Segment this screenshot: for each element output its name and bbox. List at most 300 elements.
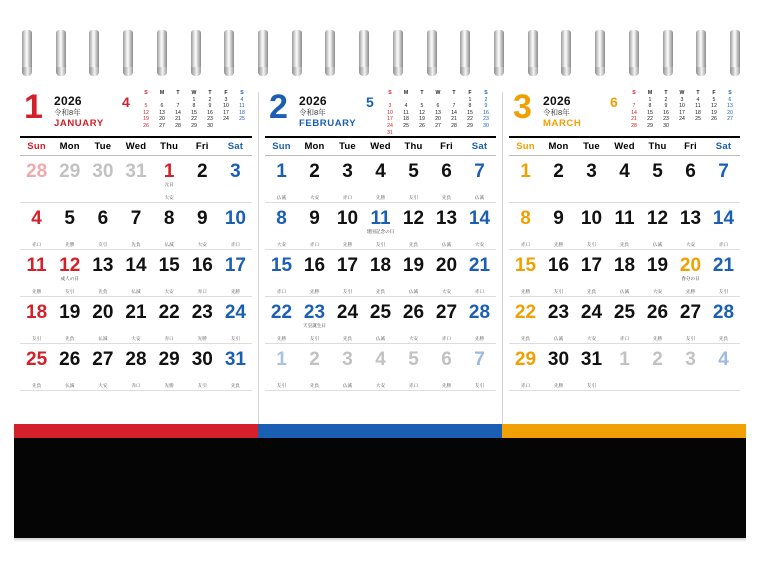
day-cell[interactable] bbox=[430, 203, 463, 250]
day-cell[interactable] bbox=[674, 344, 707, 391]
day-number: 31 bbox=[125, 161, 147, 182]
weekday-label: Sun bbox=[272, 141, 291, 152]
rokuyo-label: 先勝 bbox=[474, 335, 485, 341]
rokuyo-label: 先勝 bbox=[553, 241, 564, 247]
day-cell[interactable] bbox=[397, 156, 430, 203]
rokuyo-label: 友引 bbox=[309, 335, 320, 341]
day-grid bbox=[265, 156, 496, 391]
day-cell[interactable] bbox=[20, 297, 53, 344]
rokuyo-label: 友引 bbox=[230, 335, 241, 341]
day-cell[interactable] bbox=[364, 156, 397, 203]
day-cell[interactable] bbox=[86, 250, 119, 297]
mini-day: 8 bbox=[468, 103, 472, 110]
mini-day: 25 bbox=[239, 116, 245, 123]
rokuyo-label: 先勝 bbox=[31, 288, 42, 294]
mini-day bbox=[414, 97, 430, 104]
rokuyo-label: 先負 bbox=[309, 382, 320, 388]
mini-weekday: M bbox=[403, 90, 409, 96]
day-cell[interactable] bbox=[463, 297, 496, 344]
mini-day: 15 bbox=[191, 109, 197, 116]
day-cell[interactable] bbox=[186, 250, 219, 297]
spiral-coil bbox=[460, 30, 470, 76]
day-cell[interactable] bbox=[86, 203, 119, 250]
day-number: 5 bbox=[408, 161, 419, 182]
mini-day: 18 bbox=[239, 109, 245, 116]
holiday-label: 成人の日 bbox=[60, 276, 79, 281]
day-cell[interactable] bbox=[153, 344, 186, 391]
day-number: 11 bbox=[614, 208, 635, 229]
day-cell[interactable] bbox=[153, 250, 186, 297]
day-cell[interactable] bbox=[265, 344, 298, 391]
mini-day bbox=[138, 97, 154, 104]
day-number: 13 bbox=[92, 255, 114, 276]
weekday-label: Mon bbox=[548, 141, 569, 152]
day-cell[interactable] bbox=[119, 203, 152, 250]
mini-month-table bbox=[382, 90, 494, 136]
weekday-label: Thu bbox=[160, 141, 179, 152]
day-cell[interactable] bbox=[265, 250, 298, 297]
mini-day: 9 bbox=[208, 103, 212, 110]
weekday-label: Tue bbox=[339, 141, 356, 152]
day-number: 12 bbox=[646, 208, 669, 229]
rokuyo-label: 先負 bbox=[230, 382, 241, 388]
day-cell[interactable] bbox=[20, 203, 53, 250]
day-cell[interactable] bbox=[20, 156, 53, 203]
day-cell[interactable] bbox=[608, 250, 641, 297]
day-cell[interactable] bbox=[509, 297, 542, 344]
day-number: 5 bbox=[408, 349, 419, 370]
mini-day: 30 bbox=[207, 122, 213, 129]
mini-day bbox=[626, 97, 642, 104]
spiral-coil bbox=[359, 30, 369, 76]
day-cell[interactable] bbox=[331, 250, 364, 297]
rokuyo-label: 先負 bbox=[586, 288, 597, 294]
mini-weekday: T bbox=[452, 90, 456, 96]
mini-month-number: 5 bbox=[366, 94, 374, 110]
day-number: 4 bbox=[375, 349, 386, 370]
mini-day: 24 bbox=[387, 122, 393, 129]
day-cell[interactable] bbox=[707, 297, 740, 344]
mini-day bbox=[478, 130, 494, 137]
day-number: 13 bbox=[435, 208, 458, 229]
day-number: 3 bbox=[230, 161, 241, 182]
month-header bbox=[20, 88, 252, 136]
mini-weekday: S bbox=[484, 90, 488, 96]
day-cell[interactable] bbox=[219, 156, 252, 203]
day-cell[interactable] bbox=[707, 203, 740, 250]
day-cell[interactable] bbox=[542, 297, 575, 344]
day-cell[interactable] bbox=[463, 203, 496, 250]
rokuyo-label: 大安 bbox=[309, 194, 320, 200]
rokuyo-label: 仏滅 bbox=[375, 335, 386, 341]
day-number: 26 bbox=[59, 349, 81, 370]
day-cell[interactable] bbox=[575, 297, 608, 344]
day-cell[interactable] bbox=[707, 344, 740, 391]
day-cell[interactable] bbox=[509, 203, 542, 250]
day-cell[interactable] bbox=[265, 297, 298, 344]
day-number: 8 bbox=[276, 208, 287, 229]
mini-day: 17 bbox=[387, 116, 393, 123]
month-panel-january bbox=[14, 88, 258, 432]
day-cell[interactable] bbox=[298, 156, 331, 203]
weekday-label: Tue bbox=[94, 141, 112, 152]
day-cell[interactable] bbox=[674, 203, 707, 250]
day-cell[interactable] bbox=[542, 203, 575, 250]
mini-day: 21 bbox=[175, 116, 181, 123]
mini-day: 19 bbox=[711, 109, 717, 116]
day-number: 27 bbox=[92, 349, 114, 370]
day-number: 1 bbox=[276, 161, 287, 182]
rokuyo-label: 先負 bbox=[718, 335, 729, 341]
day-cell[interactable] bbox=[186, 156, 219, 203]
mini-day: 18 bbox=[403, 116, 409, 123]
day-number: 28 bbox=[125, 349, 147, 370]
day-cell[interactable] bbox=[86, 156, 119, 203]
day-cell[interactable] bbox=[509, 250, 542, 297]
day-number: 4 bbox=[31, 208, 42, 229]
mini-weekday: T bbox=[664, 90, 668, 96]
day-cell[interactable] bbox=[608, 297, 641, 344]
rokuyo-label: 大安 bbox=[685, 241, 696, 247]
rokuyo-label: 大安 bbox=[652, 288, 663, 294]
day-cell[interactable] bbox=[331, 297, 364, 344]
day-cell[interactable] bbox=[641, 203, 674, 250]
day-cell[interactable] bbox=[463, 156, 496, 203]
day-cell[interactable] bbox=[364, 297, 397, 344]
mini-day: 26 bbox=[711, 116, 717, 123]
spiral-coil bbox=[730, 30, 740, 76]
day-grid bbox=[20, 156, 252, 391]
day-cell[interactable] bbox=[575, 203, 608, 250]
mini-day: 6 bbox=[436, 103, 440, 110]
day-number: 5 bbox=[64, 208, 75, 229]
day-cell[interactable] bbox=[298, 203, 331, 250]
day-number: 6 bbox=[97, 208, 109, 229]
weekday-label: Tue bbox=[583, 141, 600, 152]
rokuyo-label: 大安 bbox=[441, 288, 452, 294]
day-cell[interactable] bbox=[641, 297, 674, 344]
day-cell[interactable] bbox=[53, 344, 86, 391]
day-cell[interactable] bbox=[53, 297, 86, 344]
mini-day: 2 bbox=[208, 96, 212, 103]
mini-weekday: W bbox=[191, 90, 197, 96]
day-cell[interactable] bbox=[53, 250, 86, 297]
rokuyo-label: 友引 bbox=[98, 241, 108, 247]
day-cell[interactable] bbox=[153, 297, 186, 344]
rokuyo-label: 先負 bbox=[98, 288, 108, 294]
day-cell[interactable] bbox=[542, 156, 575, 203]
day-number: 20 bbox=[435, 255, 458, 276]
rokuyo-label: 先勝 bbox=[164, 382, 174, 388]
day-cell[interactable] bbox=[331, 156, 364, 203]
mini-day: 16 bbox=[207, 109, 213, 116]
day-cell[interactable] bbox=[542, 250, 575, 297]
day-number: 3 bbox=[342, 161, 353, 182]
day-number: 11 bbox=[370, 208, 391, 229]
day-number: 16 bbox=[191, 255, 213, 276]
day-cell[interactable] bbox=[364, 203, 397, 250]
mini-day bbox=[170, 97, 186, 104]
day-cell[interactable] bbox=[119, 344, 152, 391]
mini-day bbox=[154, 97, 170, 104]
day-cell[interactable] bbox=[219, 250, 252, 297]
day-cell[interactable] bbox=[86, 297, 119, 344]
day-cell[interactable] bbox=[397, 250, 430, 297]
spiral-coil bbox=[561, 30, 571, 76]
day-cell[interactable] bbox=[707, 156, 740, 203]
day-cell[interactable] bbox=[186, 297, 219, 344]
month-panel-february bbox=[258, 88, 502, 432]
mini-day: 3 bbox=[224, 96, 228, 103]
day-cell[interactable] bbox=[86, 344, 119, 391]
day-number: 28 bbox=[26, 161, 48, 182]
day-cell[interactable] bbox=[463, 250, 496, 297]
weekday-label: Sat bbox=[227, 141, 244, 152]
day-cell[interactable] bbox=[641, 250, 674, 297]
day-cell[interactable] bbox=[364, 250, 397, 297]
mini-day: 6 bbox=[728, 96, 732, 103]
mini-day bbox=[446, 130, 462, 137]
spiral-binding bbox=[14, 30, 746, 78]
rokuyo-label: 赤口 bbox=[408, 382, 419, 388]
mini-day: 16 bbox=[663, 109, 669, 116]
day-number: 9 bbox=[196, 208, 208, 229]
mini-day: 20 bbox=[435, 116, 441, 123]
rokuyo-label: 赤口 bbox=[520, 241, 531, 247]
day-cell[interactable] bbox=[430, 344, 463, 391]
day-cell[interactable] bbox=[186, 344, 219, 391]
day-number: 26 bbox=[402, 302, 425, 323]
day-number: 31 bbox=[224, 349, 246, 370]
mini-day: 28 bbox=[175, 122, 181, 129]
day-number: 1 bbox=[163, 161, 175, 182]
mini-day bbox=[430, 97, 446, 104]
day-cell[interactable] bbox=[463, 344, 496, 391]
rokuyo-label: 大安 bbox=[98, 382, 108, 388]
day-cell[interactable] bbox=[397, 344, 430, 391]
spiral-coil bbox=[528, 30, 538, 76]
day-number: 14 bbox=[125, 255, 147, 276]
day-number: 2 bbox=[196, 161, 208, 182]
day-number: 30 bbox=[547, 349, 570, 370]
day-cell[interactable] bbox=[53, 156, 86, 203]
month-panel-march bbox=[502, 88, 746, 432]
day-number: 3 bbox=[586, 161, 597, 182]
rokuyo-label: 大安 bbox=[276, 241, 287, 247]
month-year: 2026 bbox=[299, 94, 327, 108]
day-cell[interactable] bbox=[364, 344, 397, 391]
mini-day: 30 bbox=[663, 122, 669, 129]
mini-day: 27 bbox=[435, 122, 441, 129]
day-cell[interactable] bbox=[509, 156, 542, 203]
day-number: 10 bbox=[580, 208, 603, 229]
day-cell[interactable] bbox=[542, 344, 575, 391]
rokuyo-label: 大安 bbox=[164, 194, 174, 200]
day-cell[interactable] bbox=[641, 344, 674, 391]
rokuyo-label: 友引 bbox=[586, 382, 597, 388]
mini-day: 7 bbox=[632, 103, 636, 110]
day-cell[interactable] bbox=[119, 297, 152, 344]
mini-day: 26 bbox=[419, 122, 425, 129]
day-number: 2 bbox=[652, 349, 663, 370]
mini-day: 17 bbox=[223, 109, 229, 116]
day-number: 3 bbox=[685, 349, 696, 370]
calendar-board bbox=[14, 88, 746, 432]
day-cell[interactable] bbox=[265, 156, 298, 203]
mini-day: 2 bbox=[484, 96, 488, 103]
mini-day: 1 bbox=[648, 96, 652, 103]
rokuyo-label: 赤口 bbox=[342, 194, 353, 200]
rokuyo-label: 大安 bbox=[586, 335, 597, 341]
mini-day: 10 bbox=[679, 103, 685, 110]
rokuyo-label: 先勝 bbox=[375, 194, 386, 200]
rokuyo-label: 先負 bbox=[408, 241, 419, 247]
weekday-label: Sat bbox=[715, 141, 732, 152]
day-cell[interactable] bbox=[153, 203, 186, 250]
mini-day: 19 bbox=[143, 116, 149, 123]
mini-month-number: 6 bbox=[610, 94, 618, 110]
spiral-coil bbox=[663, 30, 673, 76]
rokuyo-label: 先負 bbox=[131, 241, 141, 247]
day-number: 22 bbox=[514, 302, 537, 323]
rokuyo-label: 先負 bbox=[520, 335, 531, 341]
day-cell[interactable] bbox=[53, 203, 86, 250]
day-cell[interactable] bbox=[641, 156, 674, 203]
weekday-label: Wed bbox=[370, 141, 391, 152]
day-number: 7 bbox=[130, 208, 142, 229]
mini-month-table bbox=[138, 90, 250, 130]
mini-day: 21 bbox=[631, 116, 637, 123]
day-number: 29 bbox=[158, 349, 180, 370]
rokuyo-label: 先勝 bbox=[652, 335, 663, 341]
day-cell[interactable] bbox=[331, 344, 364, 391]
mini-day: 13 bbox=[435, 109, 441, 116]
mini-day: 1 bbox=[192, 96, 196, 103]
mini-day: 30 bbox=[483, 122, 489, 129]
holiday-label: 元日 bbox=[164, 182, 174, 187]
day-cell[interactable] bbox=[298, 297, 331, 344]
day-cell[interactable] bbox=[119, 156, 152, 203]
rokuyo-label: 先勝 bbox=[685, 288, 696, 294]
day-cell[interactable] bbox=[219, 344, 252, 391]
mini-day: 17 bbox=[679, 109, 685, 116]
day-cell[interactable] bbox=[397, 203, 430, 250]
spiral-coil bbox=[123, 30, 133, 76]
day-number: 21 bbox=[125, 302, 147, 323]
day-cell[interactable] bbox=[219, 297, 252, 344]
day-cell[interactable] bbox=[153, 156, 186, 203]
day-number: 13 bbox=[679, 208, 702, 229]
day-cell[interactable] bbox=[186, 203, 219, 250]
mini-day: 13 bbox=[727, 103, 733, 110]
day-number: 6 bbox=[685, 161, 696, 182]
color-bands bbox=[14, 424, 746, 438]
mini-weekday: S bbox=[728, 90, 732, 96]
mini-day: 31 bbox=[387, 129, 393, 136]
mini-day: 8 bbox=[648, 103, 652, 110]
mini-day bbox=[674, 123, 690, 130]
rokuyo-label: 赤口 bbox=[197, 288, 207, 294]
rokuyo-label: 先勝 bbox=[309, 288, 320, 294]
day-cell[interactable] bbox=[608, 344, 641, 391]
day-cell[interactable] bbox=[575, 250, 608, 297]
rokuyo-label: 赤口 bbox=[309, 241, 320, 247]
mini-day: 11 bbox=[695, 103, 701, 110]
rokuyo-label: 仏滅 bbox=[441, 241, 452, 247]
rokuyo-label: 先負 bbox=[375, 288, 386, 294]
spiral-coil bbox=[157, 30, 167, 76]
mini-day: 22 bbox=[191, 116, 197, 123]
day-cell[interactable] bbox=[298, 250, 331, 297]
rokuyo-label: 仏滅 bbox=[342, 382, 353, 388]
mini-day: 16 bbox=[483, 109, 489, 116]
mini-day: 6 bbox=[160, 103, 164, 110]
day-number: 4 bbox=[375, 161, 386, 182]
day-cell[interactable] bbox=[608, 203, 641, 250]
day-cell[interactable] bbox=[575, 156, 608, 203]
day-cell[interactable] bbox=[331, 203, 364, 250]
rokuyo-label: 仏滅 bbox=[553, 335, 564, 341]
day-cell[interactable] bbox=[575, 344, 608, 391]
mini-day: 9 bbox=[484, 103, 488, 110]
day-number: 22 bbox=[270, 302, 293, 323]
day-number: 18 bbox=[26, 302, 48, 323]
mini-day: 10 bbox=[387, 109, 393, 116]
day-cell[interactable] bbox=[119, 250, 152, 297]
month-japanese-year: 令和8年 bbox=[299, 108, 326, 117]
day-cell[interactable] bbox=[430, 250, 463, 297]
day-cell[interactable] bbox=[20, 344, 53, 391]
weekday-label: Sat bbox=[471, 141, 488, 152]
day-number: 12 bbox=[59, 255, 81, 276]
rokuyo-label: 仏滅 bbox=[98, 335, 108, 341]
day-cell[interactable] bbox=[707, 250, 740, 297]
day-number: 4 bbox=[718, 349, 729, 370]
day-cell[interactable] bbox=[674, 156, 707, 203]
rokuyo-label: 赤口 bbox=[718, 241, 729, 247]
day-number: 17 bbox=[224, 255, 246, 276]
day-cell[interactable] bbox=[20, 250, 53, 297]
day-cell[interactable] bbox=[608, 156, 641, 203]
day-cell[interactable] bbox=[298, 344, 331, 391]
month-year: 2026 bbox=[543, 94, 571, 108]
day-number: 7 bbox=[718, 161, 729, 182]
mini-day: 28 bbox=[451, 122, 457, 129]
day-cell[interactable] bbox=[509, 344, 542, 391]
mini-day: 19 bbox=[419, 116, 425, 123]
rokuyo-label: 友引 bbox=[408, 194, 419, 200]
mini-weekday: S bbox=[144, 90, 148, 96]
rokuyo-label: 仏滅 bbox=[164, 241, 174, 247]
spiral-coil bbox=[292, 30, 302, 76]
day-number: 29 bbox=[514, 349, 537, 370]
mini-day: 27 bbox=[727, 116, 733, 123]
day-cell[interactable] bbox=[397, 297, 430, 344]
mini-weekday: F bbox=[712, 90, 716, 96]
rokuyo-label: 先負 bbox=[31, 382, 42, 388]
month-japanese-year: 令和8年 bbox=[543, 108, 570, 117]
month-header bbox=[509, 88, 740, 136]
day-cell[interactable] bbox=[674, 297, 707, 344]
day-cell[interactable] bbox=[430, 156, 463, 203]
day-cell[interactable] bbox=[430, 297, 463, 344]
day-cell[interactable] bbox=[219, 203, 252, 250]
holiday-label: 春分の日 bbox=[681, 276, 700, 281]
spiral-coil bbox=[325, 30, 335, 76]
day-cell[interactable] bbox=[265, 203, 298, 250]
day-cell[interactable] bbox=[674, 250, 707, 297]
day-number: 7 bbox=[474, 161, 485, 182]
